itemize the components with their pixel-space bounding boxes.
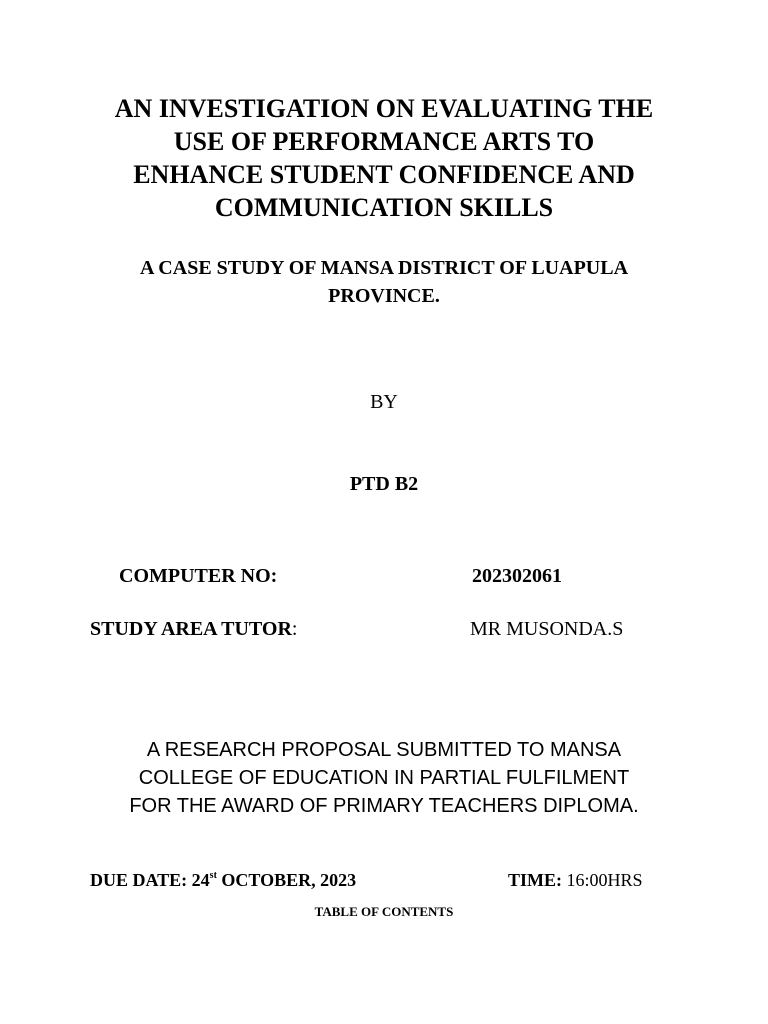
time-label: TIME: xyxy=(508,870,562,890)
computer-no-value: 202302061 xyxy=(472,565,562,587)
computer-no-label: COMPUTER NO: xyxy=(119,565,278,587)
title-line: COMMUNICATION SKILLS xyxy=(214,193,554,222)
due-date xyxy=(90,866,356,894)
document-subtitle xyxy=(80,254,688,310)
due-time xyxy=(508,866,643,894)
table-of-contents-heading: TABLE OF CONTENTS xyxy=(314,904,454,919)
subtitle-line: A CASE STUDY OF MANSA DISTRICT OF LUAPULA xyxy=(139,257,629,279)
subtitle-line: PROVINCE. xyxy=(328,285,440,307)
due-date-label: DUE DATE: 24 xyxy=(90,870,210,890)
tutor-label-row xyxy=(90,615,297,643)
statement-line: A RESEARCH PROPOSAL SUBMITTED TO MANSA xyxy=(146,739,622,761)
statement-line: COLLEGE OF EDUCATION IN PARTIAL FULFILMENT xyxy=(138,767,630,789)
tutor-colon: : xyxy=(291,618,298,640)
by-label: BY xyxy=(370,391,398,413)
statement-line: FOR THE AWARD OF PRIMARY TEACHERS DIPLOMA. xyxy=(129,795,639,817)
author-group: PTD B2 xyxy=(349,473,419,495)
document-title xyxy=(60,92,708,224)
tutor-value: MR MUSONDA.S xyxy=(470,618,624,640)
submission-statement xyxy=(70,736,698,820)
title-line: AN INVESTIGATION ON EVALUATING THE xyxy=(114,94,654,123)
time-value: 16:00HRS xyxy=(562,870,643,890)
title-line: USE OF PERFORMANCE ARTS TO xyxy=(173,127,595,156)
due-date-ordinal: st xyxy=(209,870,217,881)
tutor-label: STUDY AREA TUTOR xyxy=(90,618,292,640)
title-line: ENHANCE STUDENT CONFIDENCE AND xyxy=(133,160,635,189)
due-date-rest: OCTOBER, 2023 xyxy=(216,870,357,890)
